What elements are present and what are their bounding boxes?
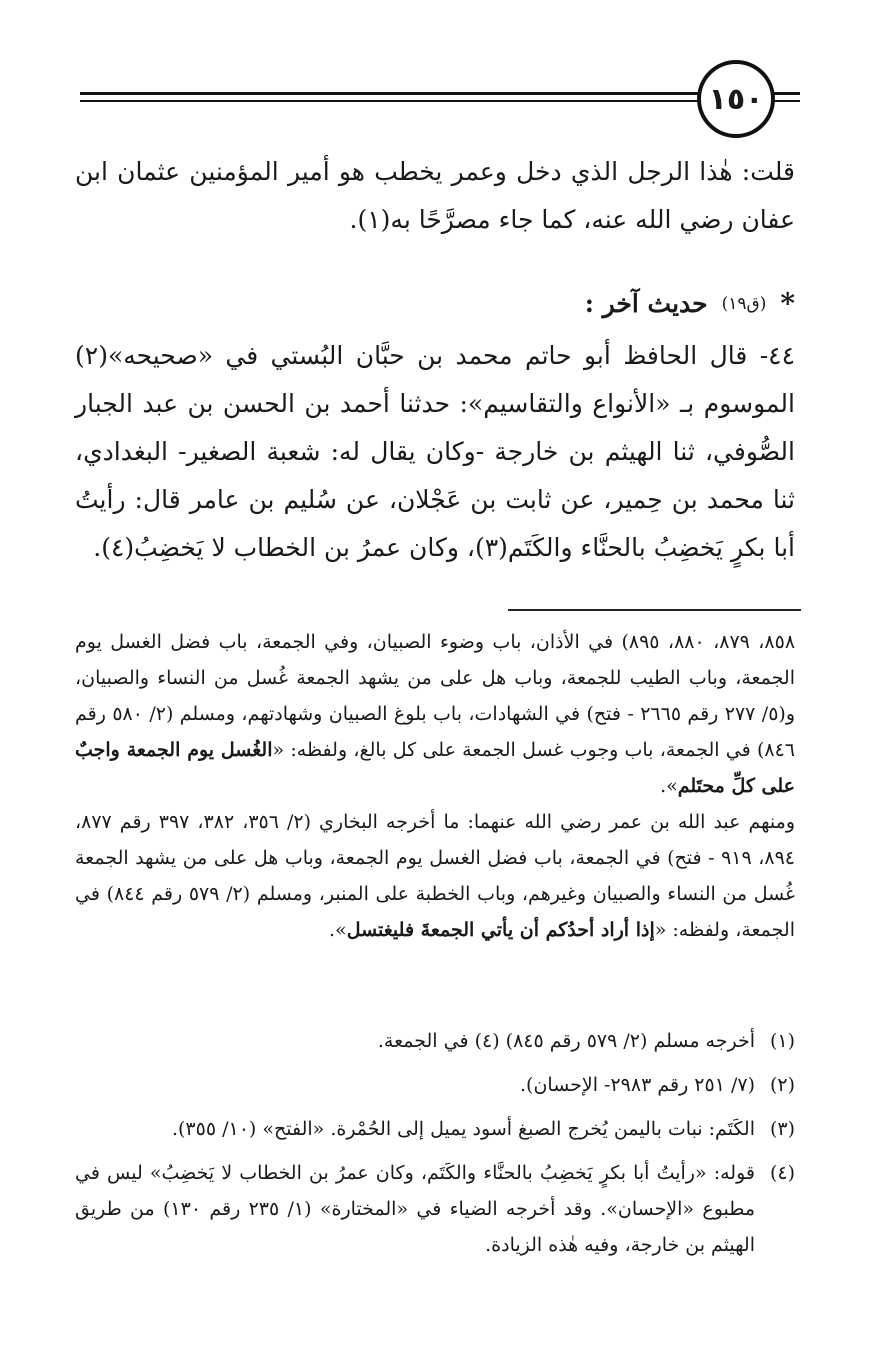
footnote-cont2-quote: إذا أراد أحدُكم أن يأتي الجمعةَ فليغتسل	[346, 919, 655, 941]
footnote-cont2: ومنهم عبد الله بن عمر رضي الله عنهما: ما أخرجه البخاري (٢/ ٣٥٦، ٣٨٢، ٣٩٧ رقم ٨٧٧، ٨٩٤، ٩١٩ - فتح) في الجمعة، باب فضل الغسل يوم الجمعة، وباب هل على من يشهد الجمعة غُسل من النساء والصبيان وغيرهم، وباب الخطبة على المنبر، ومسلم (٢/ ٥٧٩ رقم ٨٤٤) في الجمعة، ولفظه: «	[75, 811, 796, 941]
footnote-1	[75, 1023, 795, 1059]
star-icon: *	[780, 287, 795, 320]
footnote-continuation	[75, 624, 795, 948]
footnote-text: أخرجه مسلم (٢/ ٥٧٩ رقم ٨٤٥) (٤) في الجمعة.	[377, 1030, 755, 1052]
footnote-text: (٧/ ٢٥١ رقم ٢٩٨٣- الإحسان).	[520, 1074, 755, 1096]
section-heading	[75, 280, 795, 328]
footnote-text: قوله: «رأيتُ أبا بكرٍ يَخضِبُ بالحنَّاء والكَتَم، وكان عمرُ بن الخطاب لا يَخضِبُ» ليس في مطبوع «الإحسان». وقد أخرجه الضياء في «المختارة» (١/ ٢٣٥ رقم ١٣٠) من طريق الهيثم بن خارجة، وفيه هٰذه الزيادة.	[75, 1162, 756, 1256]
footnote-number: (٢)	[769, 1074, 795, 1096]
hadith-44: ٤٤- قال الحافظ أبو حاتم محمد بن حبَّان البُستي في «صحيحه»(٢) الموسوم بـ «الأنواع والتقاسيم»: حدثنا أحمد بن الحسن بن عبد الجبار الصُّوفي، ثنا الهيثم بن خارجة -وكان يقال له: شعبة الصغير- البغدادي، ثنا محمد بن حِمير، عن ثابت بن عَجْلان، عن سُليم بن عامر قال: رأيتُ أبا بكرٍ يَخضِبُ بالحنَّاء والكَتَم(٣)، وكان عمرُ بن الخطاب لا يَخضِبُ(٤).	[75, 341, 795, 562]
heading-text: حديث آخر :	[584, 289, 708, 318]
heading-tag: (ق١٩)	[721, 294, 767, 314]
footnote-cont2-end: ».	[329, 919, 347, 941]
footnote-text: الكَتَم: نبات باليمن يُخرج الصبغ أسود يميل إلى الحُمْرة. «الفتح» (١٠/ ٣٥٥).	[171, 1118, 755, 1140]
footnote-cont1: ٨٥٨، ٨٧٩، ٨٨٠، ٨٩٥) في الأذان، باب وضوء الصبيان، وفي الجمعة، باب فضل الغسل يوم الجمعة، وباب الطيب للجمعة، وباب هل على من يشهد الجمعة غُسل من النساء والصبيان، و(٥/ ٢٧٧ رقم ٢٦٦٥ - فتح) في الشهادات، باب بلوغ الصبيان وشهادتهم، ومسلم (٢/ ٥٨٠ رقم ٨٤٦) في الجمعة، باب وجوب غسل الجمعة على كل بالغ، ولفظه: «	[75, 631, 796, 761]
footnote-number: (٤)	[769, 1162, 795, 1184]
footnote-separator	[508, 609, 801, 611]
header-rule-top	[80, 92, 800, 95]
footnote-number: (١)	[769, 1030, 795, 1052]
footnote-number: (٣)	[769, 1118, 795, 1140]
page-number: ١٥٠	[697, 60, 775, 138]
footnote-3	[75, 1111, 795, 1147]
footnote-cont1-quote: الغُسل يوم الجمعة واجبٌ على كلِّ محتَلم	[75, 739, 795, 797]
footnote-4	[75, 1155, 795, 1263]
footnote-cont1-end: ».	[660, 775, 678, 797]
paragraph-1: قلت: هٰذا الرجل الذي دخل وعمر يخطب هو أمير المؤمنين عثمان ابن عفان رضي الله عنه، كما جاء مصرَّحًا به(١).	[75, 157, 795, 234]
header-rule-bottom	[80, 100, 800, 102]
footnote-2	[75, 1067, 795, 1103]
